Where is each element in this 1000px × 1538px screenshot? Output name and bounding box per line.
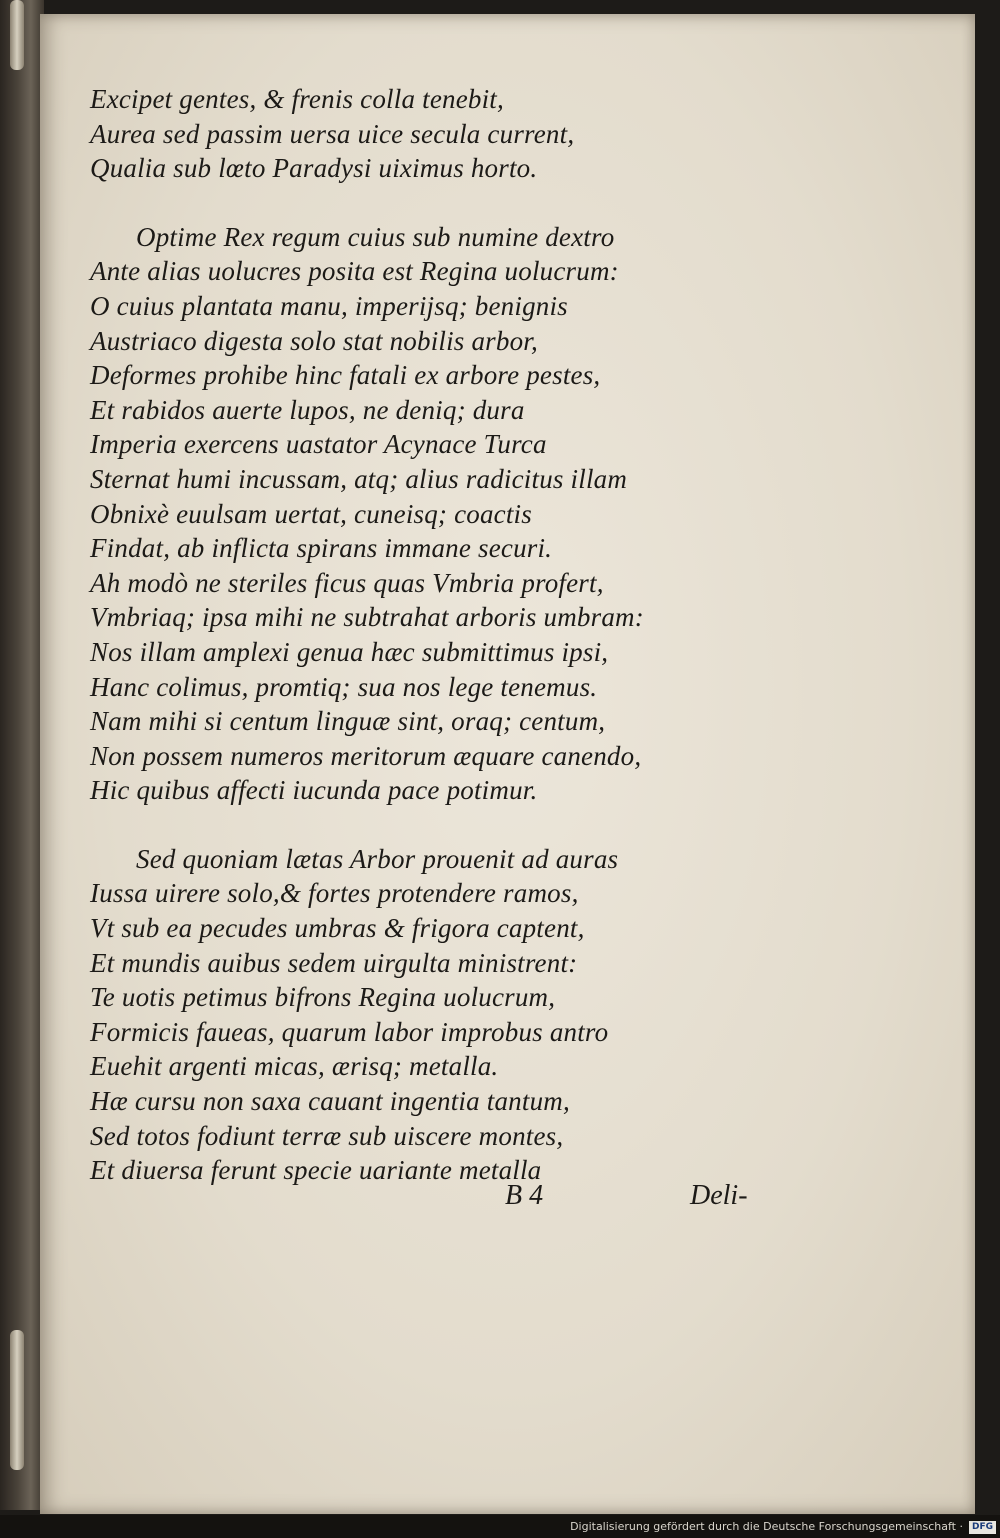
poem-line: Qualia sub lœto Paradysi uiximus horto. bbox=[90, 153, 538, 184]
poem-line: Non possem numeros meritorum æquare canendo, bbox=[90, 740, 642, 771]
poem-line: Sed quoniam lætas Arbor prouenit ad auras bbox=[136, 843, 619, 874]
poem-line: Ah modò ne steriles ficus quas Vmbria profert, bbox=[90, 567, 604, 598]
book-spine bbox=[0, 0, 44, 1510]
stanza-gap bbox=[90, 808, 790, 842]
poem-line: Obnixè euulsam uertat, cuneisq; coactis bbox=[90, 498, 532, 529]
poem-line: Vt sub ea pecudes umbras & frigora captent, bbox=[90, 913, 585, 944]
poem-text bbox=[90, 82, 790, 1188]
poem-line: Formicis faueas, quarum labor improbus antro bbox=[90, 1016, 609, 1047]
poem-line: Austriaco digesta solo stat nobilis arbor, bbox=[90, 325, 538, 356]
poem-line: Findat, ab inflicta spirans immane securi. bbox=[90, 533, 553, 564]
credit-text: Digitalisierung gefördert durch die Deutsche Forschungsgemeinschaft · bbox=[570, 1520, 963, 1533]
poem-line: Deformes prohibe hinc fatali ex arbore pestes, bbox=[90, 360, 601, 391]
dfg-logo: DFG bbox=[969, 1521, 996, 1534]
poem-line: Hæ cursu non saxa cauant ingentia tantum, bbox=[90, 1086, 570, 1117]
signature-mark: B 4 bbox=[505, 1180, 544, 1211]
poem-line: Hanc colimus, promtiq; sua nos lege tenemus. bbox=[90, 671, 598, 702]
poem-line: Optime Rex regum cuius sub numine dextro bbox=[136, 221, 615, 252]
poem-line: Te uotis petimus bifrons Regina uolucrum, bbox=[90, 982, 556, 1013]
poem-line: Iussa uirere solo,& fortes protendere ramos, bbox=[90, 878, 579, 909]
poem-line: Et diuersa ferunt specie uariante metalla bbox=[90, 1155, 542, 1186]
poem-line: Nos illam amplexi genua hæc submittimus ipsi, bbox=[90, 636, 609, 667]
poem-line: Sed totos fodiunt terræ sub uiscere montes, bbox=[90, 1120, 564, 1151]
spine-highlight-bottom bbox=[10, 1330, 24, 1470]
stanza-gap bbox=[90, 186, 790, 220]
poem-line: Et rabidos auerte lupos, ne deniq; dura bbox=[90, 394, 525, 425]
poem-line: Et mundis auibus sedem uirgulta ministrent: bbox=[90, 947, 578, 978]
poem-line: Vmbriaq; ipsa mihi ne subtrahat arboris umbram: bbox=[90, 602, 644, 633]
poem-line: Aurea sed passim uersa uice secula current, bbox=[90, 118, 575, 149]
poem-line: Ante alias uolucres posita est Regina uolucrum: bbox=[90, 256, 619, 287]
spine-highlight-top bbox=[10, 0, 24, 70]
poem-line: Nam mihi si centum linguæ sint, oraq; centum, bbox=[90, 706, 606, 737]
poem-line: O cuius plantata manu, imperijsq; benignis bbox=[90, 290, 568, 321]
poem-line: Excipet gentes, & frenis colla tenebit, bbox=[90, 84, 504, 114]
poem-line: Sternat humi incussam, atq; alius radicitus illam bbox=[90, 463, 628, 494]
poem-line: Euehit argenti micas, ærisq; metalla. bbox=[90, 1051, 499, 1082]
poem-line: Hic quibus affecti iucunda pace potimur. bbox=[90, 775, 538, 806]
catchword: Deli- bbox=[690, 1180, 748, 1211]
poem-line: Imperia exercens uastator Acynace Turca bbox=[90, 429, 547, 460]
digitization-credit bbox=[0, 1515, 1000, 1538]
